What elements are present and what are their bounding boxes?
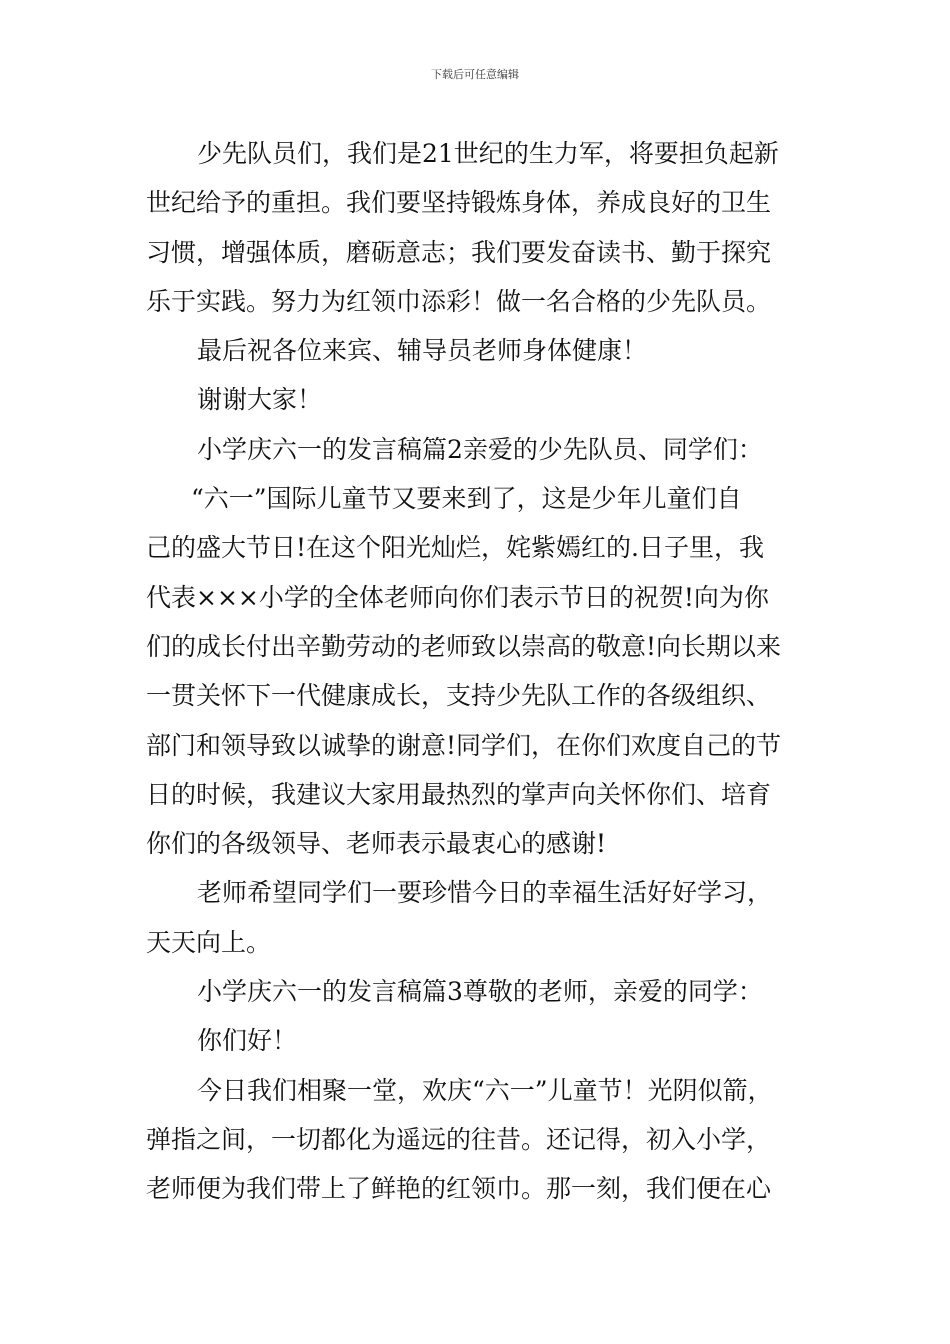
text-line: 己的盛大节日!在这个阳光灿烂，姹紫嫣红的.日子里，我: [146, 533, 764, 563]
text-line: 今日我们相聚一堂，欢庆“六一”儿童节！光阴似箭，: [197, 1075, 773, 1105]
text-line: 少先队员们，我们是21世纪的生力军，将要担负起新: [197, 139, 779, 168]
text-line: 部门和领导致以诚挚的谢意!同学们，在你们欢度自己的节: [146, 730, 782, 760]
text-line: 谢谢大家！: [197, 385, 323, 415]
text-line: 们的成长付出辛勤劳动的老师致以崇高的敬意!向长期以来: [146, 631, 782, 661]
text-line: 一贯关怀下一代健康成长，支持少先队工作的各级组织、: [146, 681, 772, 711]
section-heading-line: 小学庆六一的发言稿篇3尊敬的老师，亲爱的同学：: [197, 977, 763, 1007]
text-line: 老师希望同学们一要珍惜今日的幸福生活好好学习，: [197, 878, 773, 908]
text-line: 你们好！: [197, 1026, 298, 1056]
text-line: 世纪给予的重担。我们要坚持锻炼身体，养成良好的卫生: [146, 188, 772, 218]
text-line: 老师便为我们带上了鲜艳的红领巾。那一刻，我们便在心: [146, 1174, 772, 1204]
text-line: 习惯，增强体质，磨砺意志；我们要发奋读书、勤于探究: [146, 237, 772, 267]
text-line: 天天向上。: [146, 927, 272, 957]
text-line: 日的时候，我建议大家用最热烈的掌声向关怀你们、培育: [146, 779, 772, 809]
text-line: 最后祝各位来宾、辅导员老师身体健康！: [197, 336, 648, 366]
text-line: “六一”国际儿童节又要来到了，这是少年儿童们自: [191, 484, 742, 514]
page-header: 下载后可任意编辑: [431, 68, 519, 81]
document-body: [146, 129, 814, 1214]
text-line: 乐于实践。努力为红领巾添彩！做一名合格的少先队员。: [146, 286, 772, 316]
text-line: 代表×××小学的全体老师向你们表示节日的祝贺!向为你: [146, 582, 769, 612]
text-line: 弹指之间，一切都化为遥远的往昔。还记得，初入小学，: [146, 1124, 772, 1154]
text-line: 你们的各级领导、老师表示最衷心的感谢!: [146, 829, 607, 859]
section-heading-line: 小学庆六一的发言稿篇2亲爱的少先队员、同学们：: [197, 434, 763, 464]
